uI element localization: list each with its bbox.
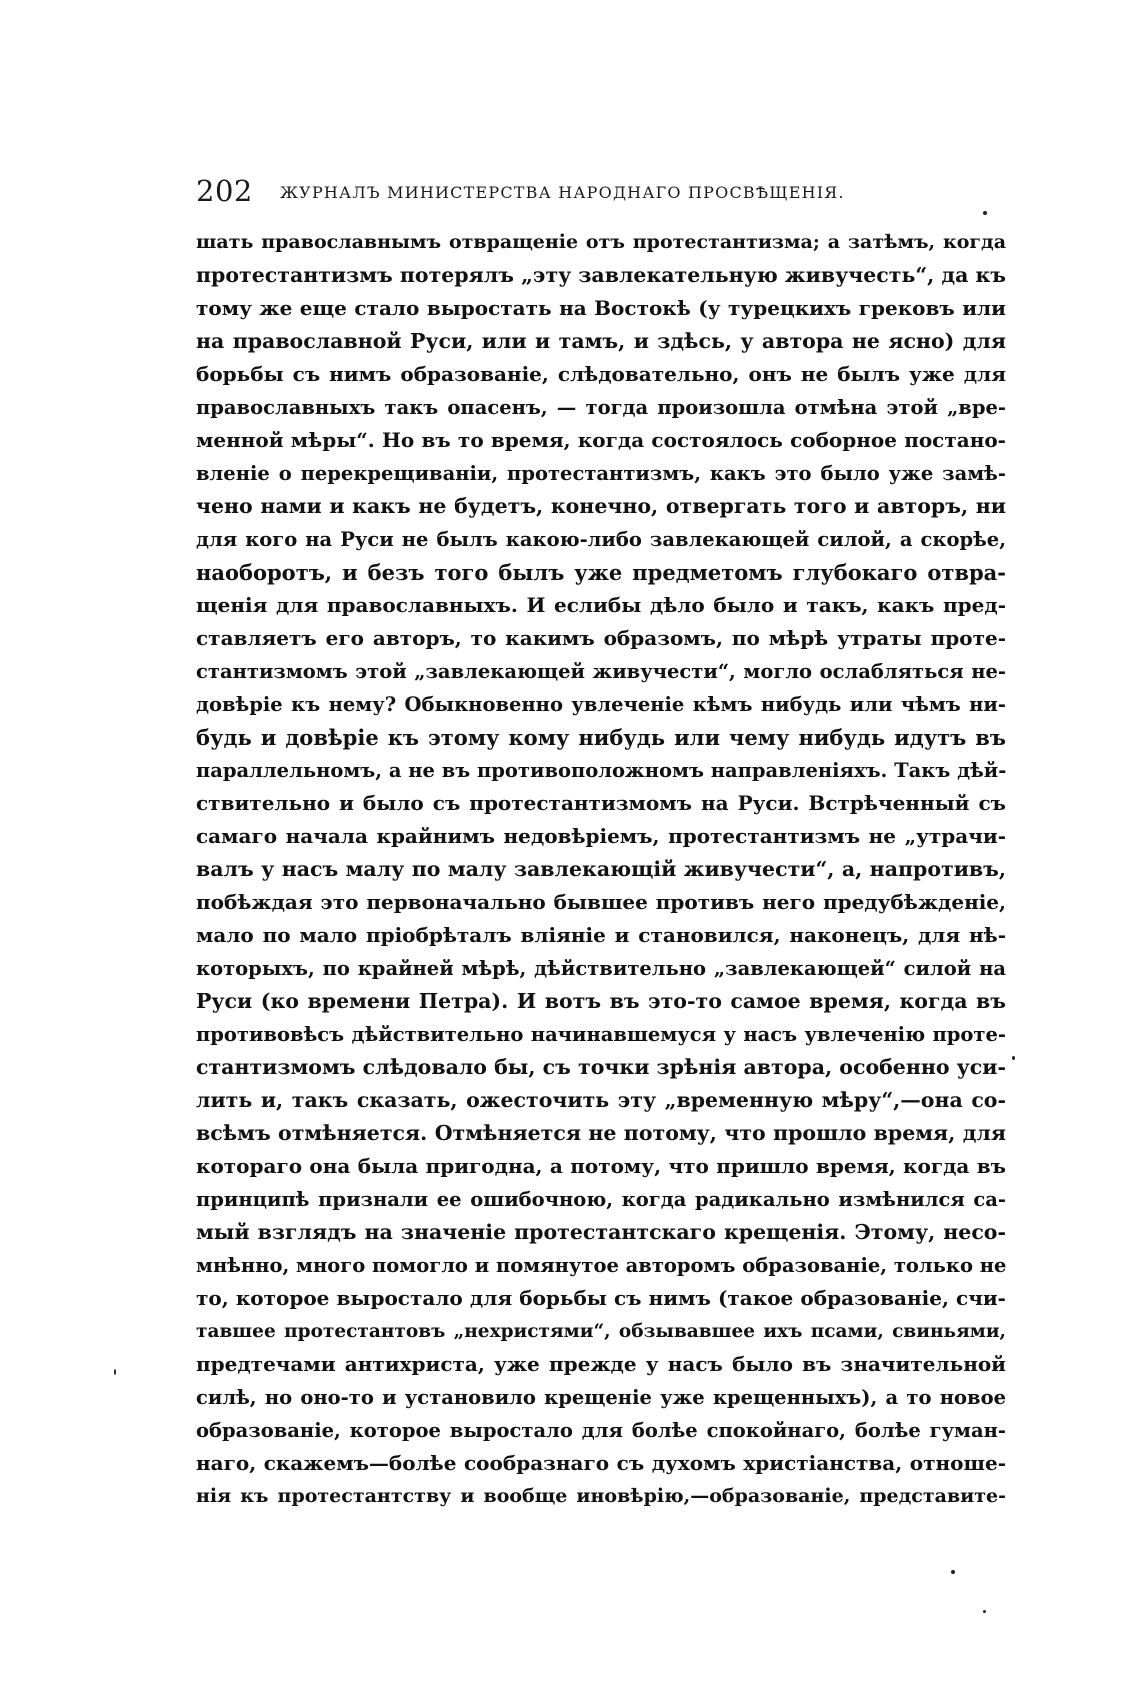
text-line: тавшее протестантовъ „нехристями“, обзывавшее ихъ псами, свиньями, [196, 1321, 1006, 1342]
text-line: стантизмомъ слѣдовало бы, съ точки зрѣнія автора, особенно уси- [196, 1055, 1006, 1079]
text-line: силѣ, но оно-то и установило крещеніе уже крещенныхъ), а то новое [196, 1386, 1006, 1409]
text-line: борьбы съ нимъ образованіе, слѣдовательно, онъ не былъ уже для [196, 362, 1006, 386]
text-line: лить и, такъ сказать, ожесточить эту „временную мѣру“,—она со- [196, 1088, 1006, 1112]
text-line: наго, скажемъ—болѣе сообразнаго съ духомъ христіанства, отноше- [196, 1451, 1006, 1475]
text-line: тому же еще стало выростать на Востокѣ (у турецкихъ грековъ или [196, 296, 1006, 320]
text-line: наоборотъ, и безъ того былъ уже предметомъ глубокаго отвра- [196, 560, 1006, 585]
page-header [196, 174, 1006, 218]
scan-speck [983, 211, 987, 215]
body-text [196, 226, 1006, 1513]
text-line: самаго начала крайнимъ недовѣріемъ, протестантизмъ не „утрачи- [196, 824, 1006, 848]
scan-speck [951, 1570, 955, 1574]
text-line: которыхъ, по крайней мѣрѣ, дѣйствительно „завлекающей“ силой на [196, 957, 1006, 980]
text-line: шать православнымъ отвращеніе отъ протестантизма; а затѣмъ, когда [196, 231, 1006, 253]
text-line: параллельномъ, а не въ противоположномъ направленіяхъ. Такъ дѣй- [196, 759, 1006, 782]
text-line: образованіе, которое выростало для болѣе спокойнаго, болѣе гуман- [196, 1419, 1006, 1442]
text-line: то, которое выростало для борьбы съ нимъ (такое образованіе, счи- [196, 1286, 1006, 1310]
text-line: для кого на Руси не былъ какою-либо завлекающей силой, а скорѣе, [196, 528, 1006, 551]
text-line: на православной Руси, или и тамъ, и здѣсь, у автора не ясно) для [196, 329, 1006, 353]
text-line: протестантизмъ потерялъ „эту завлекательную живучесть“, да къ [196, 263, 1006, 287]
text-line: противовѣсъ дѣйствительно начинавшемуся у насъ увлеченію проте- [196, 1023, 1006, 1046]
text-line: принципѣ признали ее ошибочною, когда радикально измѣнился са- [196, 1188, 1006, 1211]
running-head: ЖУРНАЛЪ МИНИСТЕРСТВА НАРОДНАГО ПРОСВѢЩЕНІЯ. [280, 183, 845, 202]
text-line: довѣріе къ нему? Обыкновенно увлеченіе кѣмъ нибудь или чѣмъ ни- [196, 693, 1006, 716]
page-number: 202 [196, 174, 253, 208]
text-line: предтечами антихриста, уже прежде у насъ было въ значительной [196, 1352, 1006, 1376]
text-line: Руси (ко времени Петра). И вотъ въ это-то самое время, когда въ [196, 989, 1006, 1013]
text-line: щенія для православныхъ. И еслибы дѣло было и такъ, какъ пред- [196, 593, 1006, 617]
text-line: ставляетъ его авторъ, то какимъ образомъ, по мѣрѣ утраты проте- [196, 626, 1006, 650]
text-line: будь и довѣріе къ этому кому нибудь или чему нибудь идутъ въ [196, 725, 1006, 750]
text-line: мнѣнно, много помогло и помянутое авторомъ образованіе, только не [196, 1254, 1006, 1277]
text-line: стантизмомъ этой „завлекающей живучести“, могло ослабляться не- [196, 660, 1006, 683]
text-line: валъ у насъ малу по малу завлекающій живучести“, а, напротивъ, [196, 857, 1006, 881]
text-line: ствительно и было съ протестантизмомъ на Руси. Встрѣченный съ [196, 791, 1006, 815]
text-line: мало по мало пріобрѣталъ вліяніе и становился, наконецъ, для нѣ- [196, 923, 1006, 947]
text-line: чено нами и какъ не будетъ, конечно, отвергать того и авторъ, ни [196, 494, 1006, 518]
text-line: вленіе о перекрещиваніи, протестантизмъ, какъ это было уже замѣ- [196, 462, 1006, 485]
text-line: мый взглядъ на значеніе протестантскаго крещенія. Этому, несо- [196, 1220, 1006, 1244]
text-line: котораго она была пригодна, а потому, что пришло время, когда въ [196, 1154, 1006, 1178]
text-line: менной мѣры“. Но въ то время, когда состоялось соборное постано- [196, 428, 1006, 452]
text-line: побѣждая это первоначально бывшее противъ него предубѣжденіе, [196, 890, 1006, 914]
scan-speck [983, 1610, 986, 1613]
text-line: нія къ протестантству и вообще иновѣрію,—образованіе, представите- [196, 1485, 1006, 1507]
text-line: всѣмъ отмѣняется. Отмѣняется не потому, что прошло время, для [196, 1121, 1006, 1145]
scan-speck [114, 1369, 116, 1375]
scan-speck [1012, 1056, 1015, 1060]
text-line: православныхъ такъ опасенъ, — тогда произошла отмѣна этой „вре- [196, 396, 1006, 419]
